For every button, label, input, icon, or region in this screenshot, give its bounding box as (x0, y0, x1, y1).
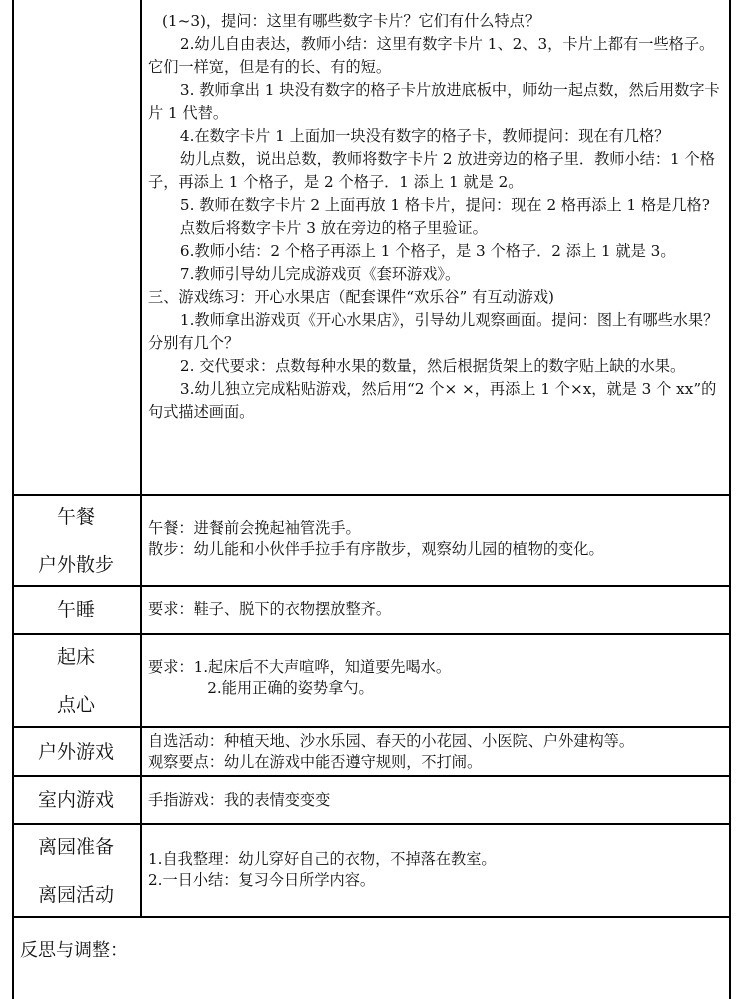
paragraph: 3. 教师拿出 1 块没有数字的格子卡片放进底板中，师幼一起点数，然后用数字卡片 1 代替。 (148, 81, 720, 122)
row-line: 观察要点：幼儿在游戏中能否遵守规则，不打闹。 (148, 753, 483, 771)
row-content-outdoor-games (148, 731, 728, 773)
row-line: 1.自我整理：幼儿穿好自己的衣物，不掉落在教室。 (148, 850, 497, 868)
row-label-departure (12, 825, 140, 916)
row-line: 散步：幼儿能和小伙伴手拉手有序散步，观察幼儿园的植物的变化。 (148, 540, 604, 558)
section-heading: 三、游戏练习：开心水果店（配套课件“欢乐谷” 有互动游戏) (148, 288, 554, 306)
teaching-process-cell (148, 10, 726, 424)
row-line: 自选活动：种植天地、沙水乐园、春天的小花园、小医院、户外建构等。 (148, 732, 634, 750)
paragraph: 2.幼儿自由表达，教师小结：这里有数字卡片 1、2、3，卡片上都有一些格子。它们一样宽，但是有的长、有的短。 (148, 35, 715, 76)
row-line: 午餐：进餐前会挽起袖管洗手。 (148, 519, 361, 537)
paragraph: 5. 教师在数字卡片 2 上面再放 1 格卡片，提问：现在 2 格再添上 1 格是几格? (179, 196, 710, 214)
row-label: 午餐 (56, 505, 95, 528)
paragraph: 1.教师拿出游戏页《开心水果店》，引导幼儿观察画面。提问：图上有哪些水果？分别有几个？ (148, 311, 719, 352)
reflection-label: 反思与调整： (20, 940, 128, 961)
row-label: 点心 (56, 693, 95, 716)
row-line: 要求：鞋子、脱下的衣物摆放整齐。 (148, 600, 391, 618)
row-label: 离园准备 (37, 835, 114, 858)
row-label-indoor-games (12, 777, 140, 823)
row-line: 2.能用正确的姿势拿勺。 (207, 679, 374, 697)
row-content-wakeup-snack (148, 657, 728, 699)
row-line: 2.一日小结：复习今日所学内容。 (148, 871, 376, 889)
paragraph: 3.幼儿独立完成粘贴游戏，然后用“2 个× ×，再添上 1 个×x，就是 3 个 xx”的句式描述画面。 (148, 380, 717, 421)
paragraph: 7.教师引导幼儿完成游戏页《套环游戏》。 (179, 265, 461, 283)
row-label-nap (12, 587, 140, 633)
paragraph: 4.在数字卡片 1 上面加一块没有数字的格子卡，教师提问：现在有几格？ (179, 127, 670, 145)
row-label: 起床 (56, 645, 95, 668)
paragraph: (1~3)，提问：这里有哪些数字卡片？它们有什么特点？ (162, 12, 541, 30)
paragraph: 幼儿点数，说出总数，教师将数字卡片 2 放进旁边的格子里．教师小结：1 个格子，再添上 1 个格子，是 2 个格子．1 添上 1 就是 2。 (148, 150, 715, 191)
paragraph: 2. 交代要求：点数每种水果的数量，然后根据货架上的数字贴上缺的水果。 (179, 357, 686, 375)
row-content-departure (148, 849, 728, 891)
paragraph: 点数后将数字卡片 3 放在旁边的格子里验证。 (179, 219, 488, 237)
row-label: 室内游戏 (37, 789, 114, 811)
row-label: 离园活动 (37, 883, 114, 906)
row-label-wakeup-snack (12, 635, 140, 726)
row-line: 手指游戏：我的表情变变变 (148, 791, 331, 809)
row-label: 户外游戏 (37, 740, 114, 763)
row-label: 午睡 (56, 599, 95, 621)
row-label: 户外散步 (37, 553, 114, 576)
paragraph: 6.教师小结：2 个格子再添上 1 个格子，是 3 个格子．2 添上 1 就是 3。 (179, 242, 676, 260)
table-column-divider (140, 0, 142, 917)
row-label-outdoor-games (12, 728, 140, 775)
row-content-lunch-walk (148, 518, 728, 560)
table-border-right (729, 0, 731, 999)
row-content-nap (148, 599, 728, 620)
row-content-indoor-games (148, 790, 728, 811)
row-label-lunch-walk (12, 496, 140, 585)
row-line: 要求：1.起床后不大声喧哗，知道要先喝水。 (148, 658, 452, 676)
